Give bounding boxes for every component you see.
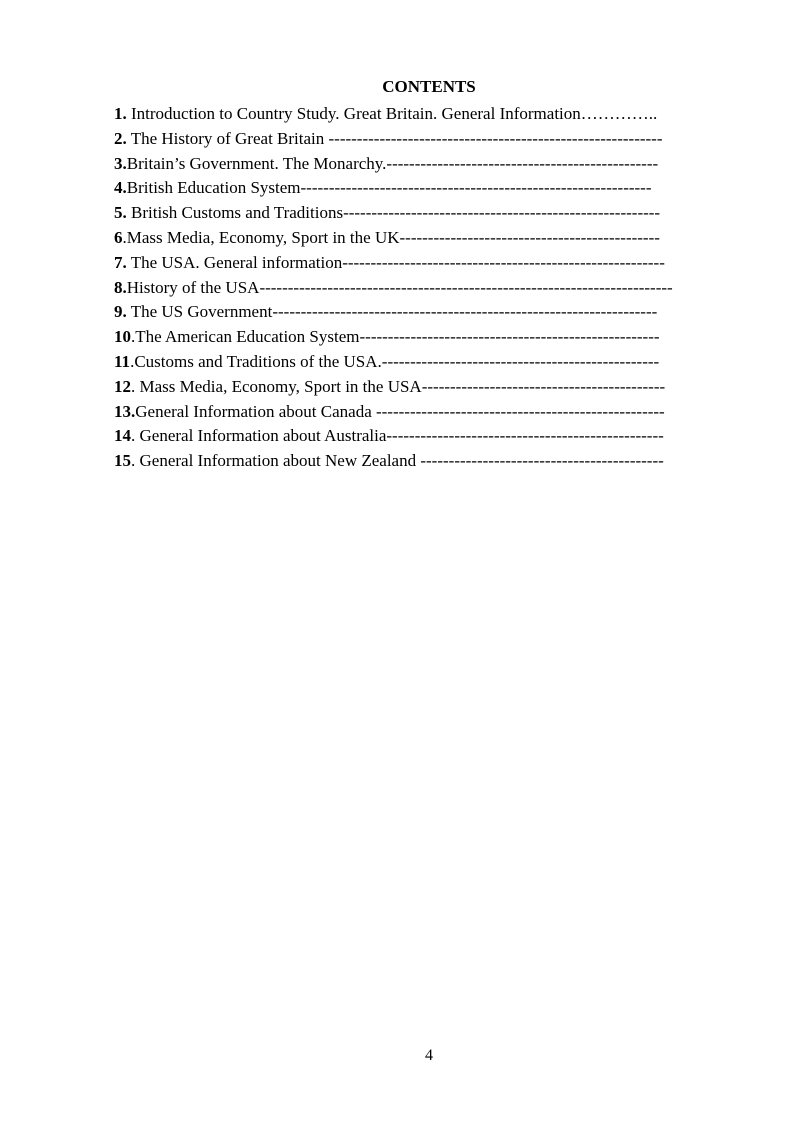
toc-entry-10 bbox=[114, 325, 738, 350]
toc-entry-number: 13. bbox=[114, 401, 136, 421]
toc-entry-title: .Mass Media, Economy, Sport in the UK---------------------------------------------- bbox=[122, 227, 660, 247]
toc-entry-title: . General Information about New Zealand ------------------------------------------- bbox=[131, 451, 664, 471]
contents-heading: CONTENTS bbox=[382, 77, 476, 96]
toc-entry-number: 14 bbox=[114, 426, 131, 446]
toc-entry-title: . General Information about Australia------------------------------------------------- bbox=[131, 426, 664, 446]
toc-entry-5 bbox=[114, 201, 738, 226]
page-number: 4 bbox=[425, 1047, 433, 1064]
toc-entry-title: History of the USA------------------------------------------------------------------------- bbox=[126, 277, 673, 297]
toc-entry-title: General Information about Canada --------------------------------------------------- bbox=[135, 401, 665, 421]
toc-entry-number: 15 bbox=[114, 451, 131, 471]
toc-entry-number: 3. bbox=[114, 153, 127, 173]
toc-entry-title: The US Government-------------------------------------------------------------------- bbox=[126, 302, 658, 322]
toc-entry-number: 9. bbox=[114, 302, 127, 322]
toc-entry-title: . Mass Media, Economy, Sport in the USA------------------------------------------- bbox=[131, 376, 666, 396]
toc-entry-number: 6 bbox=[114, 227, 123, 247]
toc-entry-3 bbox=[114, 152, 738, 177]
toc-entry-number: 7. bbox=[114, 252, 127, 272]
toc-entry-title: Introduction to Country Study. Great Britain. General Information………….. bbox=[126, 104, 658, 123]
table-of-contents bbox=[114, 102, 738, 474]
toc-entry-number: 4. bbox=[114, 178, 127, 198]
toc-entry-number: 5. bbox=[114, 203, 127, 223]
toc-entry-number: 8. bbox=[114, 277, 127, 297]
toc-entry-number: 2. bbox=[114, 128, 127, 148]
toc-entry-1 bbox=[114, 102, 738, 127]
toc-entry-7 bbox=[114, 251, 738, 276]
toc-entry-2 bbox=[114, 127, 738, 152]
toc-entry-8 bbox=[114, 276, 738, 301]
toc-entry-title: The USA. General information--------------------------------------------------------- bbox=[126, 252, 665, 272]
toc-entry-title: .The American Education System----------------------------------------------------- bbox=[131, 327, 660, 347]
toc-entry-9 bbox=[114, 300, 738, 325]
toc-entry-title: The History of Great Britain ----------------------------------------------------------- bbox=[126, 128, 663, 148]
toc-entry-number: 12 bbox=[114, 376, 131, 396]
toc-entry-15 bbox=[114, 449, 738, 474]
toc-entry-11 bbox=[114, 350, 738, 375]
toc-entry-13 bbox=[114, 400, 738, 425]
toc-entry-6 bbox=[114, 226, 738, 251]
toc-entry-title: British Education System-------------------------------------------------------------- bbox=[126, 178, 652, 198]
toc-entry-number: 11 bbox=[114, 351, 131, 371]
toc-entry-title: British Customs and Traditions-------------------------------------------------------- bbox=[126, 203, 661, 223]
toc-entry-number: 10 bbox=[114, 327, 131, 347]
toc-entry-12 bbox=[114, 375, 738, 400]
toc-entry-title: .Customs and Traditions of the USA.------------------------------------------------- bbox=[130, 351, 660, 371]
toc-entry-4 bbox=[114, 176, 738, 201]
toc-entry-14 bbox=[114, 424, 738, 449]
toc-entry-number: 1. bbox=[114, 104, 127, 123]
toc-entry-title: Britain’s Government. The Monarchy.------------------------------------------------ bbox=[126, 153, 659, 173]
